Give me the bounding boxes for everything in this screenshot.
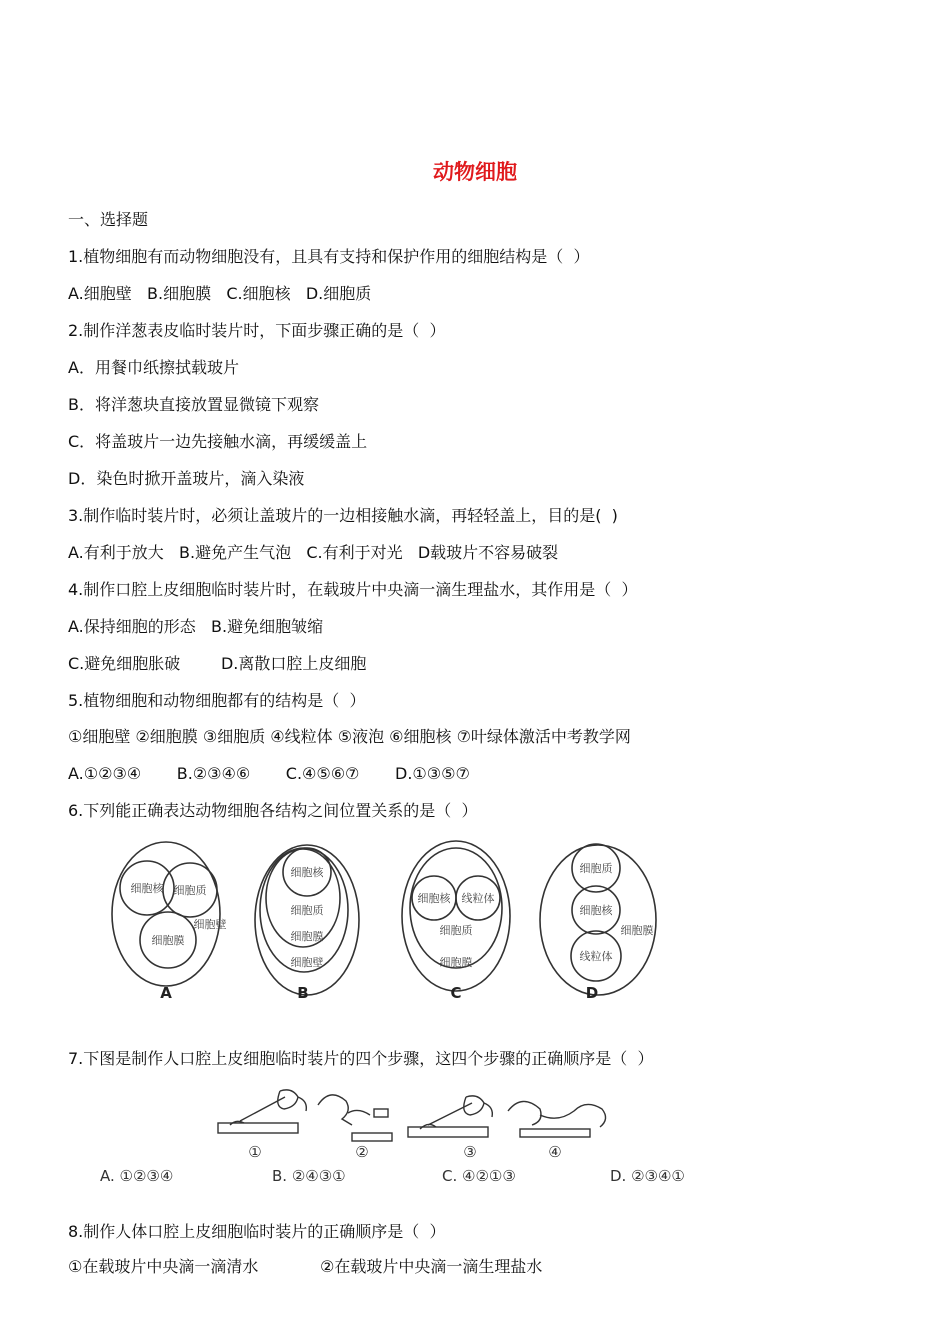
q6-cell-diagrams — [100, 838, 680, 1008]
q2-stem: 2.制作洋葱表皮临时装片时，下面步骤正确的是（ ） — [68, 321, 446, 340]
q7-option-c: C. ④②①③ — [442, 1167, 516, 1185]
q1-stem: 1.植物细胞有而动物细胞没有，且具有支持和保护作用的细胞结构是（ ） — [68, 247, 590, 266]
diagram-c-label-3: 细胞质 — [439, 924, 473, 937]
diagram-b-letter: B — [297, 984, 309, 1002]
diagram-d-label-2: 细胞核 — [579, 904, 613, 917]
diagram-d-label-4: 线粒体 — [579, 950, 613, 963]
q2-option-a: A．用餐巾纸擦拭载玻片 — [68, 358, 239, 377]
diagram-d-label-1: 细胞质 — [579, 862, 613, 875]
diagram-c-label-1: 细胞核 — [417, 892, 451, 905]
diagram-b-label-3: 细胞膜 — [290, 930, 324, 943]
q4-options-row1: A.保持细胞的形态 B.避免细胞皱缩 — [68, 617, 324, 636]
diagram-a-label-3: 细胞壁 — [193, 918, 227, 931]
diagram-c-label-2: 线粒体 — [461, 892, 495, 905]
q5-stem: 5.植物细胞和动物细胞都有的结构是（ ） — [68, 691, 366, 710]
diagram-a-label-4: 细胞膜 — [151, 934, 185, 947]
page-title: 动物细胞 — [433, 160, 517, 184]
q1-options: A.细胞壁 B.细胞膜 C.细胞核 D.细胞质 — [68, 284, 372, 303]
q7-option-b: B. ②④③① — [272, 1167, 346, 1185]
q8-stem: 8.制作人体口腔上皮细胞临时装片的正确顺序是（ ） — [68, 1222, 446, 1241]
diagram-c-letter: C — [450, 984, 462, 1002]
q4-options-row2: C.避免细胞胀破 D.离散口腔上皮细胞 — [68, 654, 367, 673]
q7-steps-figure — [90, 1085, 710, 1190]
q8-step-2: ②在载玻片中央滴一滴生理盐水 — [320, 1257, 543, 1276]
diagram-b-label-4: 细胞壁 — [290, 956, 324, 969]
q8-step-1: ①在载玻片中央滴一滴清水 — [68, 1257, 259, 1276]
q3-stem: 3.制作临时装片时，必须让盖玻片的一边相接触水滴，再轻轻盖上，目的是( ) — [68, 506, 618, 525]
diagram-a-label-2: 细胞质 — [173, 884, 207, 897]
diagram-b-label-1: 细胞核 — [290, 866, 324, 879]
q7-step-1-marker: ① — [248, 1143, 262, 1161]
q7-step-2-marker: ② — [355, 1143, 369, 1161]
q7-step-3-marker: ③ — [463, 1143, 477, 1161]
q3-options: A.有利于放大 B.避免产生气泡 C.有利于对光 D载玻片不容易破裂 — [68, 543, 559, 562]
q5-structure-list: ①细胞壁 ②细胞膜 ③细胞质 ④线粒体 ⑤液泡 ⑥细胞核 ⑦叶绿体激活中考教学网 — [68, 727, 631, 746]
diagram-b-label-2: 细胞质 — [290, 904, 324, 917]
diagram-c-label-4: 细胞膜 — [439, 956, 473, 969]
q5-options: A.①②③④ B.②③④⑥ C.④⑤⑥⑦ D.①③⑤⑦ — [68, 764, 470, 783]
q7-step-4-marker: ④ — [548, 1143, 562, 1161]
q7-option-d: D. ②③④① — [610, 1167, 685, 1185]
q2-option-b: B．将洋葱块直接放置显微镜下观察 — [68, 395, 319, 414]
diagram-a-label-1: 细胞核 — [130, 882, 164, 895]
diagram-d-letter: D — [585, 984, 599, 1002]
diagram-d-label-3: 细胞膜 — [620, 924, 654, 937]
q7-option-a: A. ①②③④ — [100, 1167, 174, 1185]
q4-stem: 4.制作口腔上皮细胞临时装片时，在载玻片中央滴一滴生理盐水，其作用是（ ） — [68, 580, 638, 599]
diagram-a-letter: A — [160, 984, 172, 1002]
section-heading: 一、选择题 — [68, 210, 149, 229]
q6-stem: 6.下列能正确表达动物细胞各结构之间位置关系的是（ ） — [68, 801, 478, 820]
q2-option-c: C．将盖玻片一边先接触水滴，再缓缓盖上 — [68, 432, 368, 451]
q2-option-d: D．染色时掀开盖玻片，滴入染液 — [68, 469, 305, 488]
q7-stem: 7.下图是制作人口腔上皮细胞临时装片的四个步骤，这四个步骤的正确顺序是（ ） — [68, 1049, 654, 1068]
